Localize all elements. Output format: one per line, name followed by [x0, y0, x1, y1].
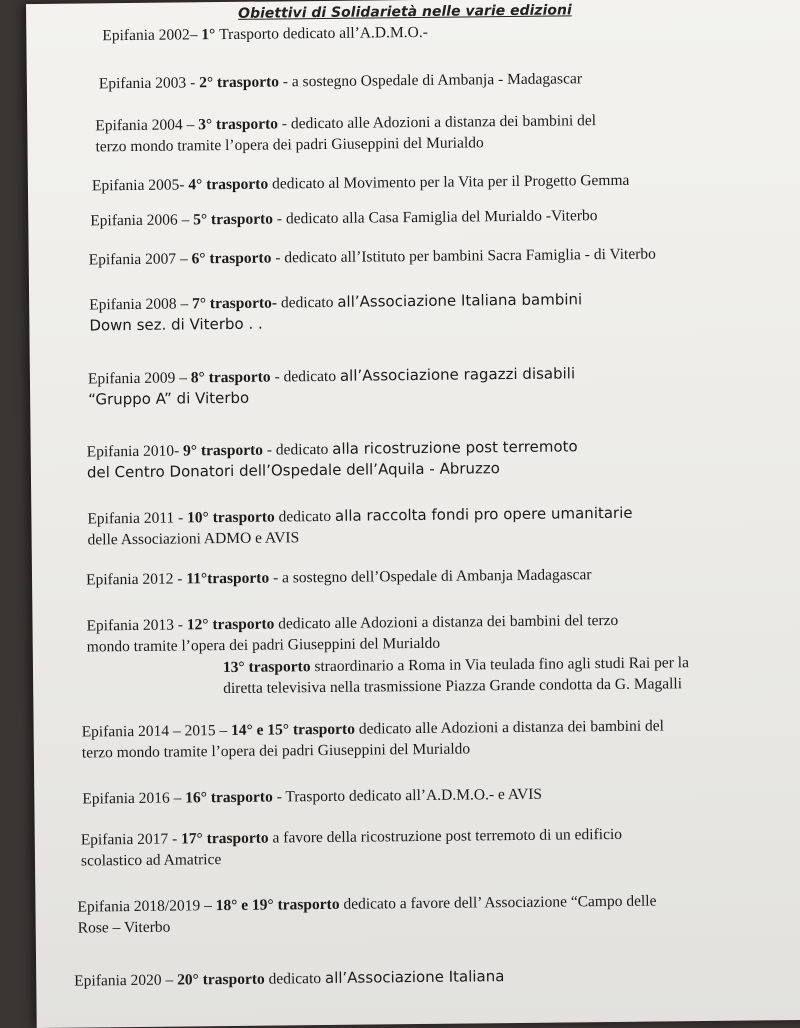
- entry-text: dedicato a favore dell’ Associazione “Campo delle: [339, 892, 657, 913]
- entry-text: 6° trasporto: [191, 249, 272, 268]
- entry-17: [74, 966, 504, 992]
- entry-line: [87, 457, 578, 483]
- entry-line: [81, 845, 622, 872]
- entry-text: - Trasporto dedicato all’A.D.M.O.- e AVIS: [272, 785, 543, 806]
- entry-text: Epifania 2013 -: [86, 616, 187, 635]
- entry-text: - dedicato alle Adozioni a distanza dei bambini del: [277, 112, 597, 133]
- entry-16: [77, 891, 656, 939]
- entry-text: 1°: [201, 26, 220, 44]
- entry-1: [99, 68, 582, 94]
- entry-text: del Centro Donatori dell’Ospedale dell’Aquila - Abruzzo: [86, 459, 500, 482]
- entry-9: [87, 503, 633, 551]
- entry-text: 12° trasporto: [186, 615, 275, 634]
- entry-text: - a sostegno dell’Ospedale di Ambanja Madagascar: [269, 566, 592, 587]
- entry-line: [89, 310, 582, 336]
- entry-text: - a sostegno Ospedale di Ambanja - Madagascar: [278, 70, 583, 91]
- entry-line: [92, 170, 630, 197]
- entry-15: [81, 824, 623, 872]
- entry-5: [89, 244, 656, 271]
- entry-text: diretta televisiva nella trasmissione Piazza Grande condotta da G. Magalli: [223, 675, 683, 698]
- entry-text: Epifania 2017 -: [80, 830, 182, 849]
- entry-line: [89, 244, 656, 271]
- entry-text: all’Associazione ragazzi disabili: [339, 364, 576, 385]
- entry-text: Epifania 2003 -: [98, 74, 200, 93]
- entry-12: [223, 652, 689, 699]
- entry-text: 3° trasporto: [198, 115, 279, 134]
- entry-text: delle Associazioni ADMO e AVIS: [87, 529, 300, 549]
- entry-text: Rose – Viterbo: [77, 918, 171, 937]
- entry-text: a favore della ricostruzione post terremoto di un edificio: [268, 825, 623, 847]
- entry-text: Epifania 2009 –: [87, 369, 191, 388]
- entry-line: [223, 673, 689, 699]
- entry-text: all’Associazione Italiana: [324, 967, 505, 988]
- entry-line: [86, 564, 592, 590]
- entry-text: Epifania 2012 -: [85, 570, 187, 589]
- entry-text: dedicato alle Adozioni a distanza dei bambini del: [354, 717, 665, 738]
- entry-13: [82, 715, 665, 763]
- entry-text: Epifania 2014 – 2015 –: [81, 721, 232, 741]
- entry-text: all’Associazione Italiana bambini: [337, 290, 583, 311]
- entry-line: [99, 68, 582, 94]
- entry-8: [87, 436, 578, 483]
- entry-text: mondo tramite l’opera dei padri Giuseppini del Murialdo: [86, 634, 441, 656]
- entry-10: [86, 564, 592, 590]
- entry-text: dedicato: [276, 293, 338, 312]
- entry-text: scolastico ad Amatrice: [80, 851, 222, 870]
- entry-text: 5° trasporto: [193, 210, 274, 229]
- entry-text: 17° trasporto: [180, 829, 269, 848]
- entry-text: Epifania 2006 –: [90, 211, 194, 230]
- entry-text: 14° e 15° trasporto: [230, 720, 356, 739]
- entry-text: 2° trasporto: [199, 73, 280, 92]
- entry-line: [90, 205, 597, 231]
- entry-text: 16° trasporto: [185, 788, 273, 807]
- entry-text: Trasporto dedicato all’A.D.M.O.-: [219, 23, 428, 44]
- entry-text: Epifania 2005-: [91, 176, 189, 195]
- entry-text: alla ricostruzione post terremoto: [332, 437, 578, 458]
- entry-6: [89, 289, 582, 336]
- entry-text: Epifania 2007 –: [88, 250, 192, 269]
- entry-line: [102, 22, 428, 46]
- entry-text: Epifania 2020 –: [74, 971, 178, 990]
- entry-14: [82, 784, 542, 810]
- entry-text: “Gruppo A” di Viterbo: [88, 388, 250, 409]
- entry-text: Epifania 2008 –: [89, 295, 193, 314]
- entry-4: [90, 205, 597, 231]
- entry-text: 10° trasporto: [187, 508, 275, 527]
- entry-text: dedicato: [274, 507, 336, 526]
- entry-text: - dedicato: [270, 367, 341, 386]
- entry-11: [86, 610, 618, 658]
- entry-text: Epifania 2002–: [102, 26, 202, 45]
- entry-text: 20° trasporto: [177, 970, 265, 989]
- entry-text: Epifania 2016 –: [82, 789, 186, 808]
- entry-text: 4° trasporto: [188, 175, 269, 194]
- entry-0: [102, 22, 428, 46]
- entry-line: [74, 966, 504, 992]
- entry-text: 8° trasporto: [190, 368, 271, 387]
- document-title: Obiettivi di Solidarietà nelle varie edizioni: [238, 2, 572, 22]
- entry-line: [88, 524, 633, 551]
- entry-7: [88, 363, 576, 410]
- entry-line: [95, 131, 596, 157]
- entry-text: terzo mondo tramite l’opera dei padri Giuseppini del Murialdo: [95, 134, 484, 156]
- entry-text: - dedicato: [262, 440, 333, 459]
- entry-text: 9° trasporto: [183, 441, 264, 460]
- document-page: [26, 0, 800, 1028]
- entry-text: straordinario a Roma in Via teulada fino agli studi Rai per la: [310, 654, 690, 676]
- entry-3: [92, 170, 630, 197]
- entry-text: 18° e 19° trasporto: [215, 895, 340, 915]
- entry-text: - dedicato all’Istituto per bambini Sacra Famiglia - di Viterbo: [271, 245, 656, 267]
- entry-text: 13° trasporto: [222, 658, 311, 677]
- entry-text: dedicato al Movimento per la Vita per il Progetto Gemma: [268, 171, 630, 193]
- entry-text: Epifania 2018/2019 –: [77, 897, 216, 916]
- entry-text: terzo mondo tramite l’opera dei padri Giuseppini del Murialdo: [81, 740, 471, 762]
- entry-text: Down sez. di Viterbo . .: [89, 314, 263, 335]
- entry-2: [95, 110, 596, 157]
- entry-line: [88, 384, 575, 410]
- entry-text: dedicato alle Adozioni a distanza dei bambini del terzo: [274, 611, 619, 633]
- entry-text: Epifania 2004 –: [95, 116, 199, 135]
- entry-text: 7° trasporto-: [191, 294, 278, 313]
- entry-text: alla raccolta fondi pro opere umanitarie: [334, 503, 633, 525]
- entry-text: 11°trasporto: [186, 569, 270, 588]
- entry-text: Epifania 2011 -: [87, 509, 188, 528]
- entry-line: [82, 784, 542, 810]
- entry-text: - dedicato alla Casa Famiglia del Murialdo -Viterbo: [272, 207, 598, 228]
- entry-text: Epifania 2010-: [86, 442, 184, 461]
- entry-text: dedicato: [264, 970, 326, 988]
